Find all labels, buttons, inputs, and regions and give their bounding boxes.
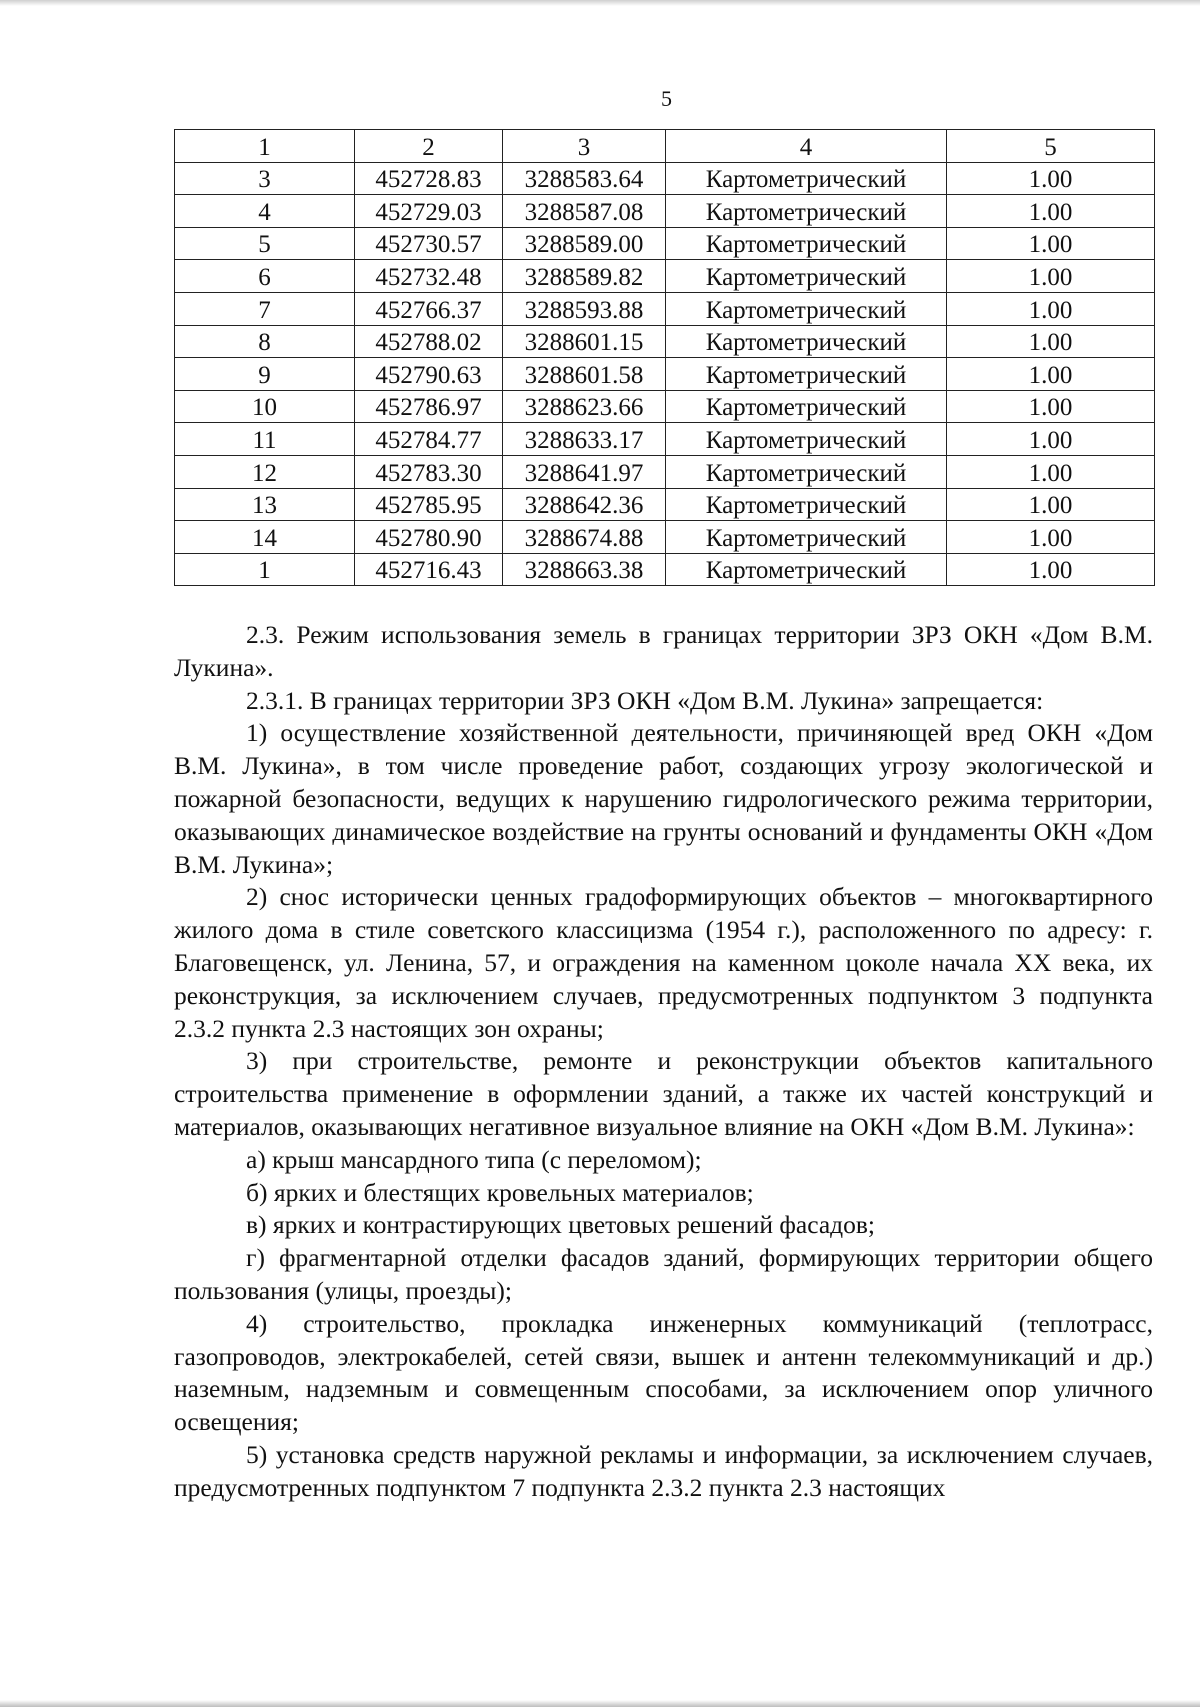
table-header-cell: 1 [175, 130, 355, 163]
table-cell: 1.00 [947, 162, 1155, 195]
table-cell: 452783.30 [355, 455, 503, 488]
table-cell: 12 [175, 455, 355, 488]
table-cell: 1.00 [947, 390, 1155, 423]
table-cell: 1.00 [947, 521, 1155, 554]
paragraph: 2.3.1. В границах территории ЗРЗ ОКН «Дом В.М. Лукина» запрещается: [246, 685, 1044, 715]
table-cell: 1.00 [947, 292, 1155, 325]
table-row [175, 195, 1155, 228]
table-row [175, 521, 1155, 554]
table-cell: 1 [175, 553, 355, 586]
table-cell: 1.00 [947, 358, 1155, 391]
table-row [175, 553, 1155, 586]
table-cell: Картометрический [666, 521, 947, 554]
table-cell: Картометрический [666, 162, 947, 195]
table-cell: 3288589.82 [503, 260, 666, 293]
table-cell: 11 [175, 423, 355, 456]
table-cell: Картометрический [666, 390, 947, 423]
table-row [175, 162, 1155, 195]
table-row [175, 455, 1155, 488]
table-cell: 10 [175, 390, 355, 423]
paragraph: 4) строительство, прокладка инженерных коммуникаций (теплотрасс, газопроводов, электрокабелей, сетей связи, вышек и антенн телекоммуникаций и др.) наземным, надземным и совмещенным способами, за исключением опор уличного освещения; [174, 1308, 1153, 1437]
table-cell: 452784.77 [355, 423, 503, 456]
table-row [175, 260, 1155, 293]
table-cell: 1.00 [947, 423, 1155, 456]
table-cell: 452766.37 [355, 292, 503, 325]
table-cell: 14 [175, 521, 355, 554]
table-header-cell: 2 [355, 130, 503, 163]
table-row [175, 488, 1155, 521]
table-cell: 3288633.17 [503, 423, 666, 456]
table-cell: 1.00 [947, 553, 1155, 586]
table-cell: 1.00 [947, 260, 1155, 293]
paragraph: г) фрагментарной отделки фасадов зданий, формирующих территории общего пользования (улицы, проезды); [174, 1243, 1153, 1305]
table-cell: 452786.97 [355, 390, 503, 423]
table-cell: 3288642.36 [503, 488, 666, 521]
table-cell: 7 [175, 292, 355, 325]
table-cell: Картометрический [666, 260, 947, 293]
table-cell: 452780.90 [355, 521, 503, 554]
table-cell: Картометрический [666, 292, 947, 325]
table-cell: 452732.48 [355, 260, 503, 293]
table-cell: Картометрический [666, 195, 947, 228]
table-header-row [175, 130, 1155, 163]
paragraph: 2.3. Режим использования земель в границах территории ЗРЗ ОКН «Дом В.М. Лукина». [174, 620, 1153, 682]
coordinates-table [174, 129, 1155, 586]
table-cell: 452785.95 [355, 488, 503, 521]
table-cell: Картометрический [666, 358, 947, 391]
body-text [174, 619, 1153, 1505]
table-cell: 3288601.58 [503, 358, 666, 391]
paragraph: б) ярких и блестящих кровельных материалов; [246, 1177, 754, 1207]
table-cell: 3288674.88 [503, 521, 666, 554]
scan-edge-top [0, 0, 1200, 6]
table-cell: 1.00 [947, 227, 1155, 260]
scan-edge-bottom [0, 1700, 1200, 1707]
table-row [175, 423, 1155, 456]
table-cell: 1.00 [947, 195, 1155, 228]
table-row [175, 227, 1155, 260]
table-cell: 3288663.38 [503, 553, 666, 586]
table-cell: 5 [175, 227, 355, 260]
table-cell: Картометрический [666, 553, 947, 586]
table-cell: 1.00 [947, 325, 1155, 358]
table-row [175, 390, 1155, 423]
paragraph: в) ярких и контрастирующих цветовых решений фасадов; [246, 1210, 875, 1240]
table-cell: 8 [175, 325, 355, 358]
table-cell: 452790.63 [355, 358, 503, 391]
table-row [175, 292, 1155, 325]
table-cell: Картометрический [666, 325, 947, 358]
page-number: 5 [661, 86, 672, 111]
paragraph: 2) снос исторически ценных градоформирующих объектов – многоквартирного жилого дома в стиле советского классицизма (1954 г.), расположенного по адресу: г. Благовещенск, ул. Ленина, 57, и ограждения на каменном цоколе начала XX века, их реконструкция, за исключением случаев, предусмотренных подпунктом 3 подпункта 2.3.2 пункта 2.3 настоящих зон охраны; [174, 882, 1153, 1043]
table-cell: 1.00 [947, 488, 1155, 521]
table-cell: Картометрический [666, 455, 947, 488]
table-cell: 1.00 [947, 455, 1155, 488]
table-cell: 3288587.08 [503, 195, 666, 228]
table-cell: Картометрический [666, 488, 947, 521]
table-cell: 3288641.97 [503, 455, 666, 488]
table-cell: 3 [175, 162, 355, 195]
table-cell: 452728.83 [355, 162, 503, 195]
table-cell: 452788.02 [355, 325, 503, 358]
table-header-cell: 3 [503, 130, 666, 163]
table-cell: 3288593.88 [503, 292, 666, 325]
table-cell: 6 [175, 260, 355, 293]
paragraph: 5) установка средств наружной рекламы и информации, за исключением случаев, предусмотренных подпунктом 7 подпункта 2.3.2 пункта 2.3 настоящих [174, 1439, 1153, 1502]
table-cell: 4 [175, 195, 355, 228]
paragraph: 3) при строительстве, ремонте и реконструкции объектов капитального строительства применение в оформлении зданий, а также их частей конструкций и материалов, оказывающих негативное визуальное влияние на ОКН «Дом В.М. Лукина»: [174, 1046, 1153, 1141]
table-header-cell: 5 [947, 130, 1155, 163]
table-cell: Картометрический [666, 227, 947, 260]
table-row [175, 325, 1155, 358]
table-cell: 3288601.15 [503, 325, 666, 358]
table-cell: 452730.57 [355, 227, 503, 260]
paragraph: а) крыш мансардного типа (с переломом); [246, 1144, 702, 1174]
table-cell: 452729.03 [355, 195, 503, 228]
table-cell: 3288623.66 [503, 390, 666, 423]
table-row [175, 358, 1155, 391]
table-cell: Картометрический [666, 423, 947, 456]
table-cell: 452716.43 [355, 553, 503, 586]
table-cell: 3288589.00 [503, 227, 666, 260]
paragraph: 1) осуществление хозяйственной деятельности, причиняющей вред ОКН «Дом В.М. Лукина», в том числе проведение работ, создающих угрозу экологической и пожарной безопасности, ведущих к нарушению гидрологического режима территории, оказывающих динамическое воздействие на грунты оснований и фундаменты ОКН «Дом В.М. Лукина»; [174, 718, 1153, 879]
table-cell: 9 [175, 358, 355, 391]
table-cell: 3288583.64 [503, 162, 666, 195]
table-header-cell: 4 [666, 130, 947, 163]
table-cell: 13 [175, 488, 355, 521]
